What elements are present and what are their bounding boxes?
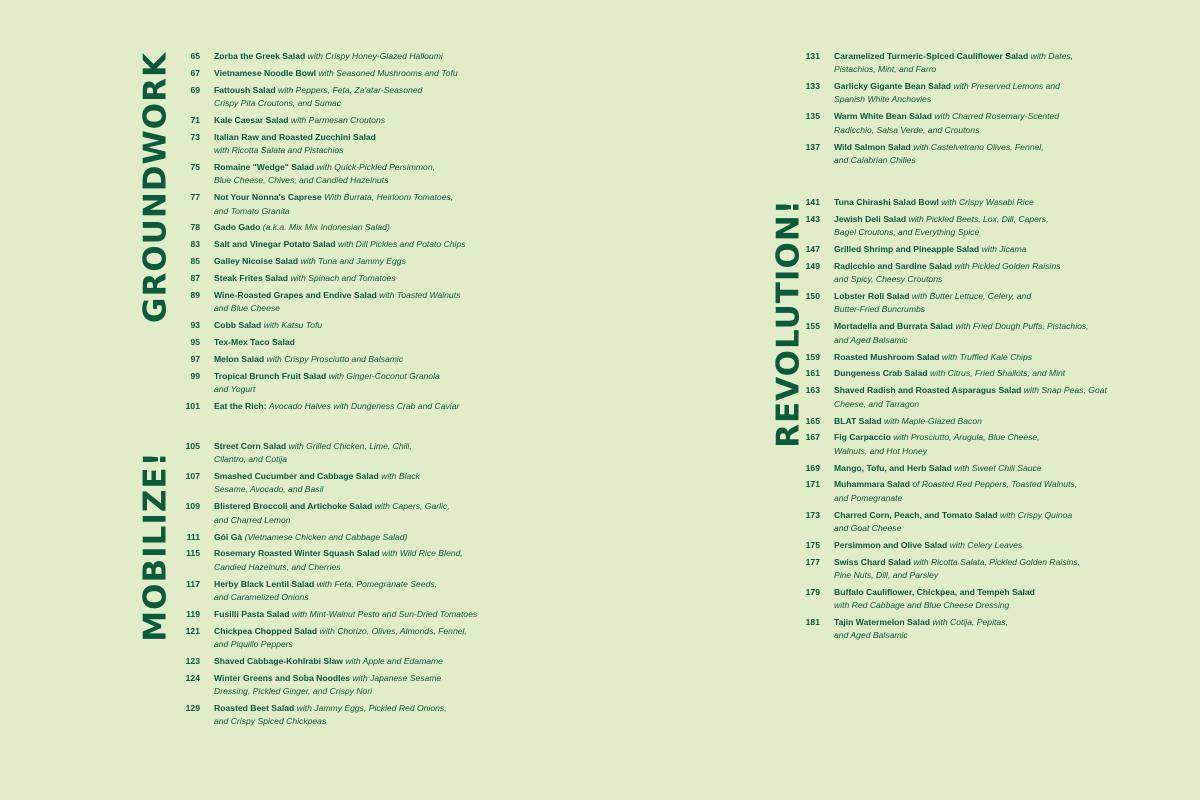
page-number: 95	[190, 337, 200, 348]
recipe-entry	[788, 462, 1168, 475]
recipe-entry	[168, 702, 548, 729]
recipe-text	[834, 243, 1168, 256]
recipe-text	[834, 110, 1168, 137]
recipe-name: Shaved Cabbage-Kohlrabi Slaw	[214, 655, 343, 666]
page-number: 97	[190, 353, 200, 364]
recipe-name: Buffalo Cauliflower, Chickpea, and Tempeh Salad	[834, 586, 1035, 597]
recipe-text	[834, 478, 1168, 505]
recipe-entry	[788, 415, 1168, 428]
recipe-text	[214, 191, 548, 218]
recipe-text	[834, 290, 1168, 317]
recipe-text	[214, 547, 548, 574]
recipe-detail: Avocado Halves with Dungeness Crab and Caviar	[268, 401, 460, 412]
recipe-text	[214, 672, 548, 699]
recipe-entry	[168, 353, 548, 366]
recipe-text	[214, 702, 548, 729]
recipe-detail: with Ricotta Salata, Pickled Golden Raisins,	[913, 556, 1080, 567]
recipe-entry	[168, 238, 548, 251]
recipe-name: Caramelized Turmeric-Spiced Cauliflower Salad	[834, 51, 1029, 61]
recipe-text	[834, 213, 1168, 240]
recipe-entry	[168, 289, 548, 316]
recipe-detail: with Peppers, Feta, Za'atar-Seasoned	[278, 84, 423, 95]
recipe-name: Melon Salad	[214, 353, 265, 364]
page-number: 167	[805, 432, 820, 443]
recipe-entry	[168, 440, 548, 467]
recipe-name: Radicchio and Sardine Salad	[834, 260, 952, 271]
recipe-detail: with Crispy Honey-Glazed Halloumi	[307, 51, 443, 61]
recipe-detail: With Burrata, Heirloom Tomatoes,	[324, 192, 454, 203]
recipe-entry	[168, 272, 548, 285]
recipe-text	[214, 161, 548, 188]
recipe-name: Steak Frites Salad	[214, 273, 289, 284]
recipe-name: Wild Salmon Salad	[834, 141, 911, 152]
recipe-entry	[168, 470, 548, 497]
recipe-name: Garlicky Gigante Bean Salad	[834, 81, 952, 92]
recipe-text	[834, 141, 1168, 168]
recipe-detail-continued: Candied Hazelnuts, and Cherries	[214, 561, 341, 572]
page-number: 73	[190, 131, 200, 142]
recipe-entry	[168, 578, 548, 605]
recipe-detail-continued: and Piquillo Peppers	[214, 639, 293, 650]
recipe-detail: with Jammy Eggs, Pickled Red Onions,	[296, 702, 447, 713]
recipe-detail: with Truffled Kale Chips	[941, 351, 1033, 362]
recipe-name: Fattoush Salad	[214, 84, 276, 95]
recipe-name: Galley Nicoise Salad	[214, 256, 299, 267]
recipe-detail: with Black	[381, 471, 420, 482]
recipe-detail: with Seasoned Mushrooms and Tofu	[318, 67, 458, 78]
recipe-text	[834, 539, 1168, 552]
page-number: 71	[190, 114, 200, 125]
recipe-detail-continued: Walnuts, and Hot Honey	[834, 445, 927, 456]
recipe-text	[214, 84, 548, 111]
recipe-detail-continued: with Ricotta Salata and Pistachios	[214, 145, 344, 156]
page-number: 149	[805, 260, 820, 271]
section-title-revolution: REVOLUTION!	[770, 199, 807, 448]
recipe-name: Roasted Beet Salad	[214, 702, 295, 713]
recipe-text	[214, 353, 548, 366]
page-number: 169	[805, 462, 820, 473]
recipe-entry	[168, 161, 548, 188]
recipe-detail: with Grilled Chicken, Lime, Chili,	[288, 441, 412, 451]
recipe-name: Tuna Chirashi Salad Bowl	[834, 197, 939, 207]
recipe-detail-continued: Cilantro, and Cotija	[214, 454, 288, 465]
page-number: 87	[190, 273, 200, 284]
recipe-entry	[788, 260, 1168, 287]
recipe-entry	[168, 191, 548, 218]
recipe-detail: with Quick-Pickled Persimmon,	[316, 162, 435, 173]
recipe-entry	[788, 196, 1168, 209]
page-number: 124	[185, 672, 200, 683]
recipe-detail: with Crispy Wasabi Rice	[941, 197, 1034, 207]
recipe-detail: with Maple-Glazed Bacon	[883, 415, 982, 426]
recipe-detail: (a.k.a. Mix Mix Indonesian Salad)	[262, 222, 390, 233]
recipe-entry	[788, 431, 1168, 458]
page-number: 105	[185, 441, 200, 451]
recipe-detail-continued: Radicchio, Salsa Verde, and Croutons	[834, 124, 980, 135]
recipe-name: Shaved Radish and Roasted Asparagus Salad	[834, 385, 1022, 396]
recipe-name: Chickpea Chopped Salad	[214, 625, 318, 636]
recipe-detail-continued: and Calabrian Chilies	[834, 154, 916, 165]
recipe-detail-continued: and Caramelized Onions	[214, 591, 309, 602]
recipe-detail: with Charred Rosemary-Scented	[934, 111, 1060, 122]
section-title-mobilize: MOBILIZE!	[137, 451, 174, 642]
recipe-entry	[168, 672, 548, 699]
recipe-text	[214, 655, 548, 668]
recipe-detail: with Feta, Pomegranate Seeds,	[316, 578, 438, 589]
recipe-entry	[788, 141, 1168, 168]
recipe-detail-continued: Crispy Pita Croutons, and Sumac	[214, 98, 342, 109]
recipe-name: Eat the Rich:	[214, 401, 267, 412]
recipe-text	[834, 415, 1168, 428]
recipe-entry	[168, 625, 548, 652]
recipe-name: Fig Carpaccio	[834, 432, 891, 443]
page-number: 131	[805, 51, 820, 61]
page-number: 111	[186, 531, 200, 542]
recipe-detail-continued: Blue Cheese, Chives, and Candied Hazelnuts	[214, 175, 389, 186]
page-number: 83	[190, 239, 200, 250]
page-number: 85	[190, 256, 200, 267]
recipe-detail-continued: and Spicy, Cheesy Croutons	[834, 274, 943, 285]
page-number: 93	[190, 320, 200, 331]
recipe-entry	[168, 67, 548, 80]
page-number: 89	[190, 289, 200, 300]
recipe-entry	[788, 539, 1168, 552]
recipe-name: Vietnamese Noodle Bowl	[214, 67, 317, 78]
recipe-text	[834, 384, 1168, 411]
recipe-text	[834, 556, 1168, 583]
recipe-detail: with Wild Rice Blend,	[382, 548, 463, 559]
recipe-detail-continued: Pine Nuts, Dill, and Parsley	[834, 570, 939, 581]
page-number: 141	[805, 197, 820, 207]
recipe-name: Jewish Deli Salad	[834, 213, 907, 224]
recipe-name: Persimmon and Olive Salad	[834, 539, 948, 550]
recipe-entry	[168, 255, 548, 268]
recipe-detail-continued: and Aged Balsamic	[834, 334, 908, 345]
recipe-detail: of Roasted Red Peppers, Toasted Walnuts,	[912, 479, 1078, 490]
recipe-text	[214, 221, 548, 234]
recipe-detail-continued: and Goat Cheese	[834, 522, 902, 533]
page-number: 135	[805, 111, 820, 122]
recipe-entry	[788, 213, 1168, 240]
recipe-name: Lobster Roll Salad	[834, 291, 910, 302]
recipe-text	[214, 531, 548, 544]
recipe-name: Street Corn Salad	[214, 441, 287, 451]
page-number: 181	[805, 617, 820, 628]
recipe-text	[834, 50, 1168, 77]
recipe-text	[214, 500, 548, 527]
recipe-detail-continued: and Yogurt	[214, 384, 256, 395]
recipe-detail-continued: and Charred Lemon	[214, 514, 291, 525]
recipe-entry	[788, 367, 1168, 380]
recipe-text	[834, 586, 1168, 613]
recipe-name: Muhammara Salad	[834, 479, 910, 490]
page-number: 67	[190, 67, 200, 78]
recipe-name: Kale Caesar Salad	[214, 114, 289, 125]
recipe-text	[214, 272, 548, 285]
page-number: 137	[805, 141, 820, 152]
recipe-detail: with Dill Pickles and Potato Chips	[338, 239, 466, 250]
recipe-text	[834, 260, 1168, 287]
recipe-detail: with Cotija, Pepitas,	[932, 617, 1008, 628]
recipe-name: Herby Black Lentil Salad	[214, 578, 315, 589]
recipe-detail: with Spinach and Tomatoes	[290, 273, 396, 284]
recipe-detail: with Mint-Walnut Pesto and Sun-Dried Tomatoes	[291, 608, 478, 619]
recipe-entry	[788, 243, 1168, 256]
recipe-name: Tropical Brunch Fruit Salad	[214, 370, 327, 381]
recipe-entry	[168, 370, 548, 397]
recipe-entry	[788, 478, 1168, 505]
page-number: 159	[805, 351, 820, 362]
revolution-recipe-list	[788, 196, 1168, 646]
recipe-entry	[168, 319, 548, 332]
recipe-detail: with Capers, Garlic,	[374, 501, 450, 512]
recipe-name: Gỏi Gà	[214, 531, 243, 542]
recipe-entry	[168, 131, 548, 158]
recipe-name: Salt and Vinegar Potato Salad	[214, 239, 336, 250]
page-number: 77	[190, 192, 200, 203]
recipe-name: Smashed Cucumber and Cabbage Salad	[214, 471, 379, 482]
recipe-detail: with Tuna and Jammy Eggs	[300, 256, 406, 267]
recipe-detail-continued: Butter-Fried Buncrumbs	[834, 304, 926, 315]
page-number: 121	[185, 625, 200, 636]
recipe-name: Rosemary Roasted Winter Squash Salad	[214, 548, 380, 559]
recipe-name: Swiss Chard Salad	[834, 556, 911, 567]
recipe-text	[214, 114, 548, 127]
recipe-detail: with Fried Dough Puffs, Pistachios,	[955, 321, 1089, 332]
recipe-entry	[168, 50, 548, 63]
recipe-text	[214, 319, 548, 332]
recipe-entry	[168, 608, 548, 621]
recipe-detail-continued: and Pomegranate	[834, 492, 903, 503]
recipe-entry	[168, 531, 548, 544]
recipe-detail-continued: Cheese, and Tarragon	[834, 398, 920, 409]
recipe-detail: with Dates,	[1030, 51, 1074, 61]
recipe-text	[214, 238, 548, 251]
page-number: 173	[805, 509, 820, 520]
recipe-text	[214, 131, 548, 158]
page-number: 115	[186, 548, 200, 559]
recipe-text	[834, 351, 1168, 364]
recipe-name: Dungeness Crab Salad	[834, 368, 928, 379]
recipe-name: Gado Gado	[214, 222, 261, 233]
recipe-entry	[168, 400, 548, 413]
page-number: 109	[185, 501, 200, 512]
recipe-entry	[168, 655, 548, 668]
recipe-detail: (Vietnamese Chicken and Cabbage Salad)	[244, 531, 408, 542]
page-number: 177	[805, 556, 820, 567]
page-number: 161	[805, 368, 820, 379]
page-number: 175	[805, 539, 820, 550]
recipe-name: Charred Corn, Peach, and Tomato Salad	[834, 509, 998, 520]
recipe-detail-continued: with Red Cabbage and Blue Cheese Dressing	[834, 600, 1010, 611]
recipe-name: Romaine "Wedge" Salad	[214, 162, 315, 173]
recipe-detail: with Sweet Chili Sauce	[954, 462, 1042, 473]
recipe-detail: with Toasted Walnuts	[379, 289, 461, 300]
page-number: 65	[190, 51, 200, 61]
recipe-detail: with Japanese Sesame	[352, 672, 442, 683]
page-number: 99	[190, 370, 200, 381]
page-number: 165	[805, 415, 820, 426]
page-number: 143	[805, 213, 820, 224]
page-number: 123	[185, 655, 200, 666]
recipe-text	[214, 255, 548, 268]
page-number: 75	[190, 162, 200, 173]
recipe-text	[834, 367, 1168, 380]
recipe-detail: with Ginger-Coconut Granola	[328, 370, 440, 381]
page-number: 147	[805, 244, 820, 255]
recipe-detail: with Apple and Edamame	[345, 655, 443, 666]
recipe-text	[214, 578, 548, 605]
recipe-name: Grilled Shrimp and Pineapple Salad	[834, 244, 980, 255]
recipe-text	[834, 320, 1168, 347]
recipe-detail-continued: and Aged Balsamic	[834, 630, 908, 641]
recipe-entry	[788, 616, 1168, 643]
recipe-entry	[788, 110, 1168, 137]
recipe-detail: with Pickled Beets, Lox, Dill, Capers,	[908, 213, 1049, 224]
recipe-text	[834, 80, 1168, 107]
recipe-detail-continued: Sesame, Avocado, and Basil	[214, 484, 324, 495]
recipe-text	[834, 616, 1168, 643]
recipe-name: Roasted Mushroom Salad	[834, 351, 940, 362]
recipe-name: Winter Greens and Soba Noodles	[214, 672, 351, 683]
recipe-name: Tex-Mex Taco Salad	[214, 337, 295, 348]
recipe-detail: with Jicama	[981, 244, 1027, 255]
recipe-detail-continued: and Tomato Granita	[214, 205, 290, 216]
recipe-entry	[788, 586, 1168, 613]
recipe-name: Warm White Bean Salad	[834, 111, 933, 122]
recipe-detail: with Celery Leaves	[949, 539, 1023, 550]
recipe-text	[214, 470, 548, 497]
recipe-name: Mortadella and Burrata Salad	[834, 321, 953, 332]
page-number: 171	[805, 479, 820, 490]
recipe-entry	[788, 351, 1168, 364]
page-number: 119	[186, 608, 200, 619]
recipe-text	[214, 625, 548, 652]
recipe-detail-continued: and Crispy Spiced Chickpeas	[214, 716, 327, 727]
recipe-name: BLAT Salad	[834, 415, 882, 426]
page-number: 129	[185, 702, 200, 713]
recipe-detail: with Butter Lettuce, Celery, and	[911, 291, 1032, 302]
recipe-entry	[788, 80, 1168, 107]
recipe-detail-continued: Spanish White Anchovies	[834, 94, 932, 105]
recipe-detail-continued: and Blue Cheese	[214, 303, 280, 314]
recipe-text	[214, 67, 548, 80]
recipe-text	[214, 289, 548, 316]
recipe-detail: with Prosciutto, Arugula, Blue Cheese,	[893, 432, 1040, 443]
recipe-name: Tajin Watermelon Salad	[834, 617, 930, 628]
recipe-name: Zorba the Greek Salad	[214, 51, 306, 61]
recipe-detail: with Crispy Prosciutto and Balsamic	[266, 353, 404, 364]
recipe-detail: with Katsu Tofu	[263, 320, 323, 331]
recipe-detail: with Parmesan Croutons	[290, 114, 386, 125]
page-number: 133	[805, 81, 820, 92]
page-number: 101	[185, 401, 200, 412]
recipe-detail-continued: Dressing, Pickled Ginger, and Crispy Nori	[214, 686, 373, 697]
recipe-entry	[168, 114, 548, 127]
recipe-entry	[788, 50, 1168, 77]
recipe-detail: with Citrus, Fried Shallots, and Mint	[930, 368, 1066, 379]
recipe-detail-continued: Bagel Croutons, and Everything Spice	[834, 227, 980, 238]
section-title-groundwork: GROUNDWORK	[137, 52, 174, 323]
page-number: 179	[805, 586, 820, 597]
recipe-text	[834, 431, 1168, 458]
mobilize-recipe-list	[168, 440, 548, 732]
recipe-text	[214, 50, 548, 63]
recipe-text	[214, 400, 548, 413]
recipe-entry	[788, 509, 1168, 536]
page-number: 163	[805, 385, 820, 396]
recipe-name: Fusilli Pasta Salad	[214, 608, 290, 619]
recipe-entry	[788, 384, 1168, 411]
recipe-detail: with Preserved Lemons and	[953, 81, 1060, 92]
recipe-detail: with Pickled Golden Raisins	[954, 260, 1061, 271]
recipe-entry	[168, 221, 548, 234]
recipe-name: Mango, Tofu, and Herb Salad	[834, 462, 952, 473]
page-number: 150	[805, 291, 820, 302]
recipe-detail-continued: Pistachios, Mint, and Farro	[834, 64, 937, 75]
recipe-name: Cobb Salad	[214, 320, 262, 331]
page-number: 155	[805, 321, 820, 332]
recipe-detail: with Snap Peas, Goat	[1023, 385, 1107, 396]
page-number: 117	[186, 578, 200, 589]
recipe-text	[214, 370, 548, 397]
recipe-name: Wine-Roasted Grapes and Endive Salad	[214, 289, 377, 300]
page-number: 107	[185, 471, 200, 482]
recipe-name: Not Your Nonna's Caprese	[214, 192, 322, 203]
recipe-name: Italian Raw and Roasted Zucchini Salad	[214, 131, 376, 142]
recipe-text	[834, 509, 1168, 536]
recipe-detail: with Castelvetrano Olives, Fennel,	[913, 141, 1044, 152]
recipe-entry	[168, 547, 548, 574]
groundwork-recipe-list	[168, 50, 548, 417]
recipe-text	[214, 440, 548, 467]
recipe-entry	[788, 320, 1168, 347]
page-number: 69	[190, 84, 200, 95]
recipe-entry	[168, 336, 548, 349]
recipe-text	[214, 608, 548, 621]
recipe-detail: with Chorizo, Olives, Almonds, Fennel,	[319, 625, 467, 636]
right-top-recipe-list	[788, 50, 1168, 171]
recipe-detail: with Crispy Quinoa	[1000, 509, 1073, 520]
recipe-entry	[788, 556, 1168, 583]
recipe-entry	[168, 500, 548, 527]
recipe-text	[834, 196, 1168, 209]
page-number: 78	[190, 222, 200, 233]
recipe-entry	[788, 290, 1168, 317]
recipe-entry	[168, 84, 548, 111]
recipe-name: Blistered Broccoli and Artichoke Salad	[214, 501, 373, 512]
recipe-text	[214, 336, 548, 349]
recipe-text	[834, 462, 1168, 475]
